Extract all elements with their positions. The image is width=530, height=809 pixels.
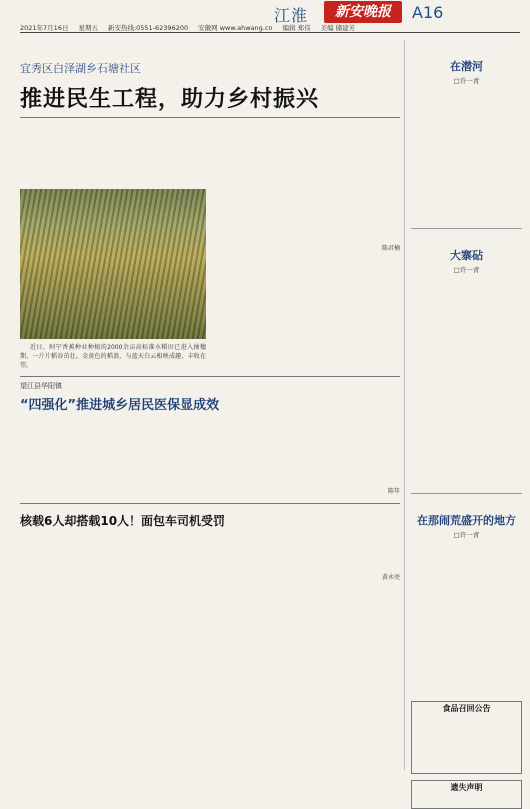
editor: 编辑 郑伟 [282, 24, 311, 32]
poem-3-author: □许一青 [453, 531, 480, 539]
poem-2-title: 大寨砧 [450, 249, 483, 262]
proofreader: 美编 储建芳 [320, 24, 356, 32]
second-byline: 陈年 [387, 488, 400, 495]
sidebar [404, 40, 522, 792]
side-rule-1 [411, 228, 522, 229]
lead-headline: 推进民生工程，助力乡村振兴 [20, 87, 320, 112]
brief-col-2 [214, 533, 400, 583]
second-col-1 [20, 417, 206, 497]
main-column [20, 38, 400, 768]
brief-headline: 核载6人却搭载10人！面包车司机受罚 [20, 514, 226, 528]
masthead [0, 0, 530, 32]
brief-byline: 黄永亮 [381, 574, 400, 581]
lead-col-1 [20, 124, 206, 370]
lead-body [20, 124, 400, 370]
website: 安徽网 www.ahwang.cn [198, 24, 273, 32]
brief-body [20, 533, 400, 583]
poem-2 [411, 278, 522, 487]
issue-date: 2021年7月16日 [20, 24, 69, 32]
masthead-rule [20, 32, 520, 33]
recall-notice-title: 食品召回公告 [442, 704, 491, 713]
page-number: A16 [412, 3, 444, 22]
lead-col-2 [214, 124, 400, 370]
poem-1 [411, 89, 522, 222]
poem-3-title: 在那闹荒盛开的地方 [417, 514, 516, 527]
photo-caption: 近日，阿宁香蕉种业种植的2000余亩高标准水稻田已进入抽穗期，一片片稻谷茁壮，金黄色的稻浪，与蓝天白云相映成趣，丰收在望。 [20, 344, 206, 369]
section-rule [20, 376, 400, 377]
second-kicker: 望江县华阳镇 [20, 382, 62, 390]
lead-byline: 陈君楠 [381, 245, 400, 252]
hotline: 新安热线:0551-62396200 [107, 24, 189, 32]
recall-notice [411, 701, 522, 774]
second-headline: “四强化”推进城乡居民医保显成效 [20, 398, 220, 413]
rice-field-photo [20, 189, 206, 339]
section-rule-2 [20, 503, 400, 504]
headline-rule [20, 117, 400, 118]
loss-notice [411, 780, 522, 809]
poem-1-title: 在潜河 [450, 60, 483, 73]
side-rule-2 [411, 493, 522, 494]
lead-kicker: 宜秀区白泽湖乡石塘社区 [20, 62, 141, 75]
brief-col-1 [20, 533, 206, 583]
second-body [20, 417, 400, 497]
issue-info [20, 23, 520, 32]
loss-notice-title: 遗失声明 [450, 783, 483, 792]
poem-2-author: □许一青 [453, 266, 480, 274]
paper-logo: 新安晚报 [324, 1, 402, 23]
poem-1-author: □许一青 [453, 77, 480, 85]
second-col-2 [214, 417, 400, 497]
poem-3 [411, 543, 522, 695]
issue-weekday: 星期五 [78, 24, 98, 32]
edition-region: 江淮 [274, 6, 309, 25]
